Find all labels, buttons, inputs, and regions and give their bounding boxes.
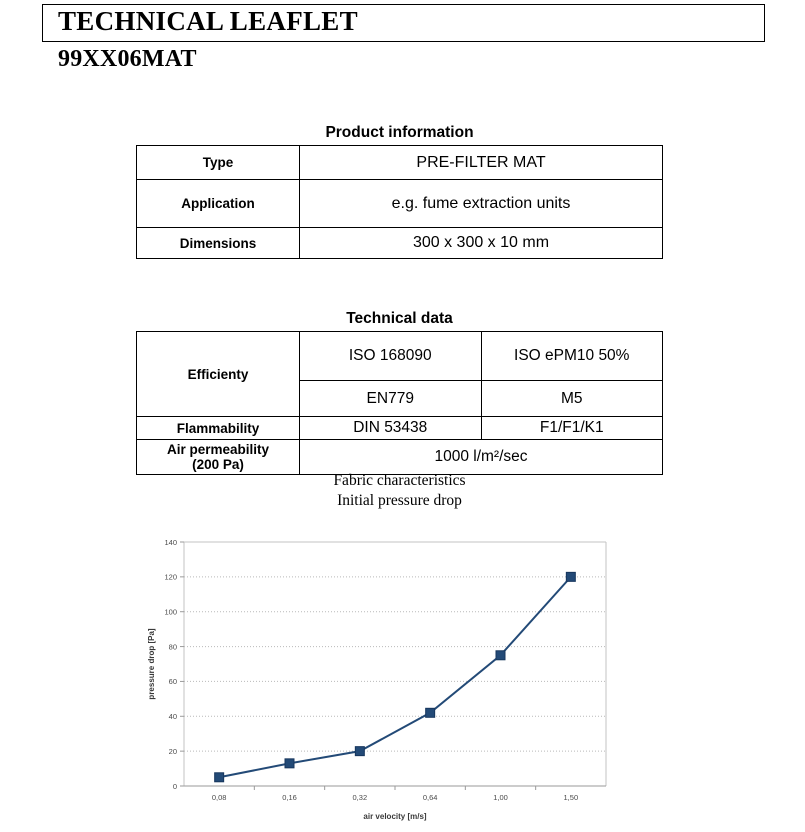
product-information-table bbox=[136, 145, 663, 259]
chart-x-axis-ticks bbox=[212, 786, 578, 802]
row-label: Type bbox=[137, 146, 300, 180]
chart-gridlines bbox=[184, 542, 606, 751]
product-information-caption: Product information bbox=[325, 124, 474, 141]
product-code: 99XX06MAT bbox=[58, 46, 197, 72]
row-label-flammability: Flammability bbox=[137, 417, 300, 440]
efficiency-standard: ISO 168090 bbox=[300, 332, 482, 381]
x-axis-tick-label: 1,00 bbox=[493, 793, 508, 802]
series-marker bbox=[285, 759, 294, 768]
fabric-characteristics-caption: Fabric characteristics bbox=[333, 472, 466, 489]
y-axis-tick-label: 120 bbox=[164, 572, 177, 582]
row-label-air-permeability bbox=[137, 440, 300, 475]
table-row bbox=[137, 417, 663, 440]
series-marker bbox=[426, 708, 435, 717]
technical-data-caption: Technical data bbox=[346, 310, 453, 327]
x-axis-tick-label: 0,64 bbox=[422, 793, 438, 802]
row-value: 300 x 300 x 10 mm bbox=[300, 228, 663, 259]
y-axis-tick-label: 0 bbox=[172, 781, 177, 791]
pressure-drop-chart-svg bbox=[140, 528, 640, 828]
chart-y-axis-title: pressure drop [Pa] bbox=[147, 628, 156, 700]
table-row bbox=[137, 440, 663, 475]
series-line bbox=[219, 577, 571, 777]
air-permeability-value: 1000 l/m²/sec bbox=[300, 440, 663, 475]
table-row bbox=[137, 332, 663, 381]
air-permeability-label-line1: Air permeability bbox=[166, 441, 270, 457]
series-marker bbox=[215, 773, 224, 782]
row-value: PRE-FILTER MAT bbox=[300, 146, 663, 180]
y-axis-tick-label: 140 bbox=[164, 537, 177, 547]
y-axis-tick-label: 60 bbox=[168, 677, 177, 687]
chart-x-axis-title: air velocity [m/s] bbox=[363, 812, 427, 821]
x-axis-tick-label: 1,50 bbox=[563, 793, 579, 802]
x-axis-tick-label: 0,32 bbox=[352, 793, 368, 802]
table-row bbox=[137, 146, 663, 180]
initial-pressure-drop-caption: Initial pressure drop bbox=[337, 492, 462, 509]
page-title: TECHNICAL LEAFLET bbox=[58, 6, 358, 36]
y-axis-tick-label: 40 bbox=[168, 712, 177, 722]
row-label-efficiency: Efficienty bbox=[137, 332, 300, 417]
series-marker bbox=[355, 747, 364, 756]
y-axis-tick-label: 80 bbox=[168, 642, 177, 652]
flammability-rating: F1/F1/K1 bbox=[481, 417, 663, 440]
chart-series-line bbox=[219, 577, 571, 777]
row-label: Application bbox=[137, 180, 300, 228]
chart-plot-border bbox=[184, 542, 606, 786]
x-axis-tick-label: 0,08 bbox=[211, 793, 227, 802]
air-permeability-label-line2: (200 Pa) bbox=[192, 457, 244, 472]
series-marker bbox=[566, 572, 575, 581]
y-axis-tick-label: 100 bbox=[164, 607, 177, 617]
chart-series-markers bbox=[215, 572, 576, 781]
series-marker bbox=[496, 651, 505, 660]
y-axis-tick-label: 20 bbox=[168, 746, 177, 756]
row-value: e.g. fume extraction units bbox=[300, 180, 663, 228]
x-axis-tick-label: 0,16 bbox=[282, 793, 297, 802]
efficiency-standard: EN779 bbox=[300, 381, 482, 417]
flammability-standard: DIN 53438 bbox=[300, 417, 482, 440]
chart-y-axis-ticks bbox=[164, 538, 184, 791]
table-row bbox=[137, 180, 663, 228]
pressure-drop-chart bbox=[140, 528, 640, 828]
efficiency-rating: ISO ePM10 50% bbox=[481, 332, 663, 381]
row-label: Dimensions bbox=[137, 228, 300, 259]
technical-data-table bbox=[136, 331, 663, 475]
efficiency-rating: M5 bbox=[481, 381, 663, 417]
table-row bbox=[137, 228, 663, 259]
